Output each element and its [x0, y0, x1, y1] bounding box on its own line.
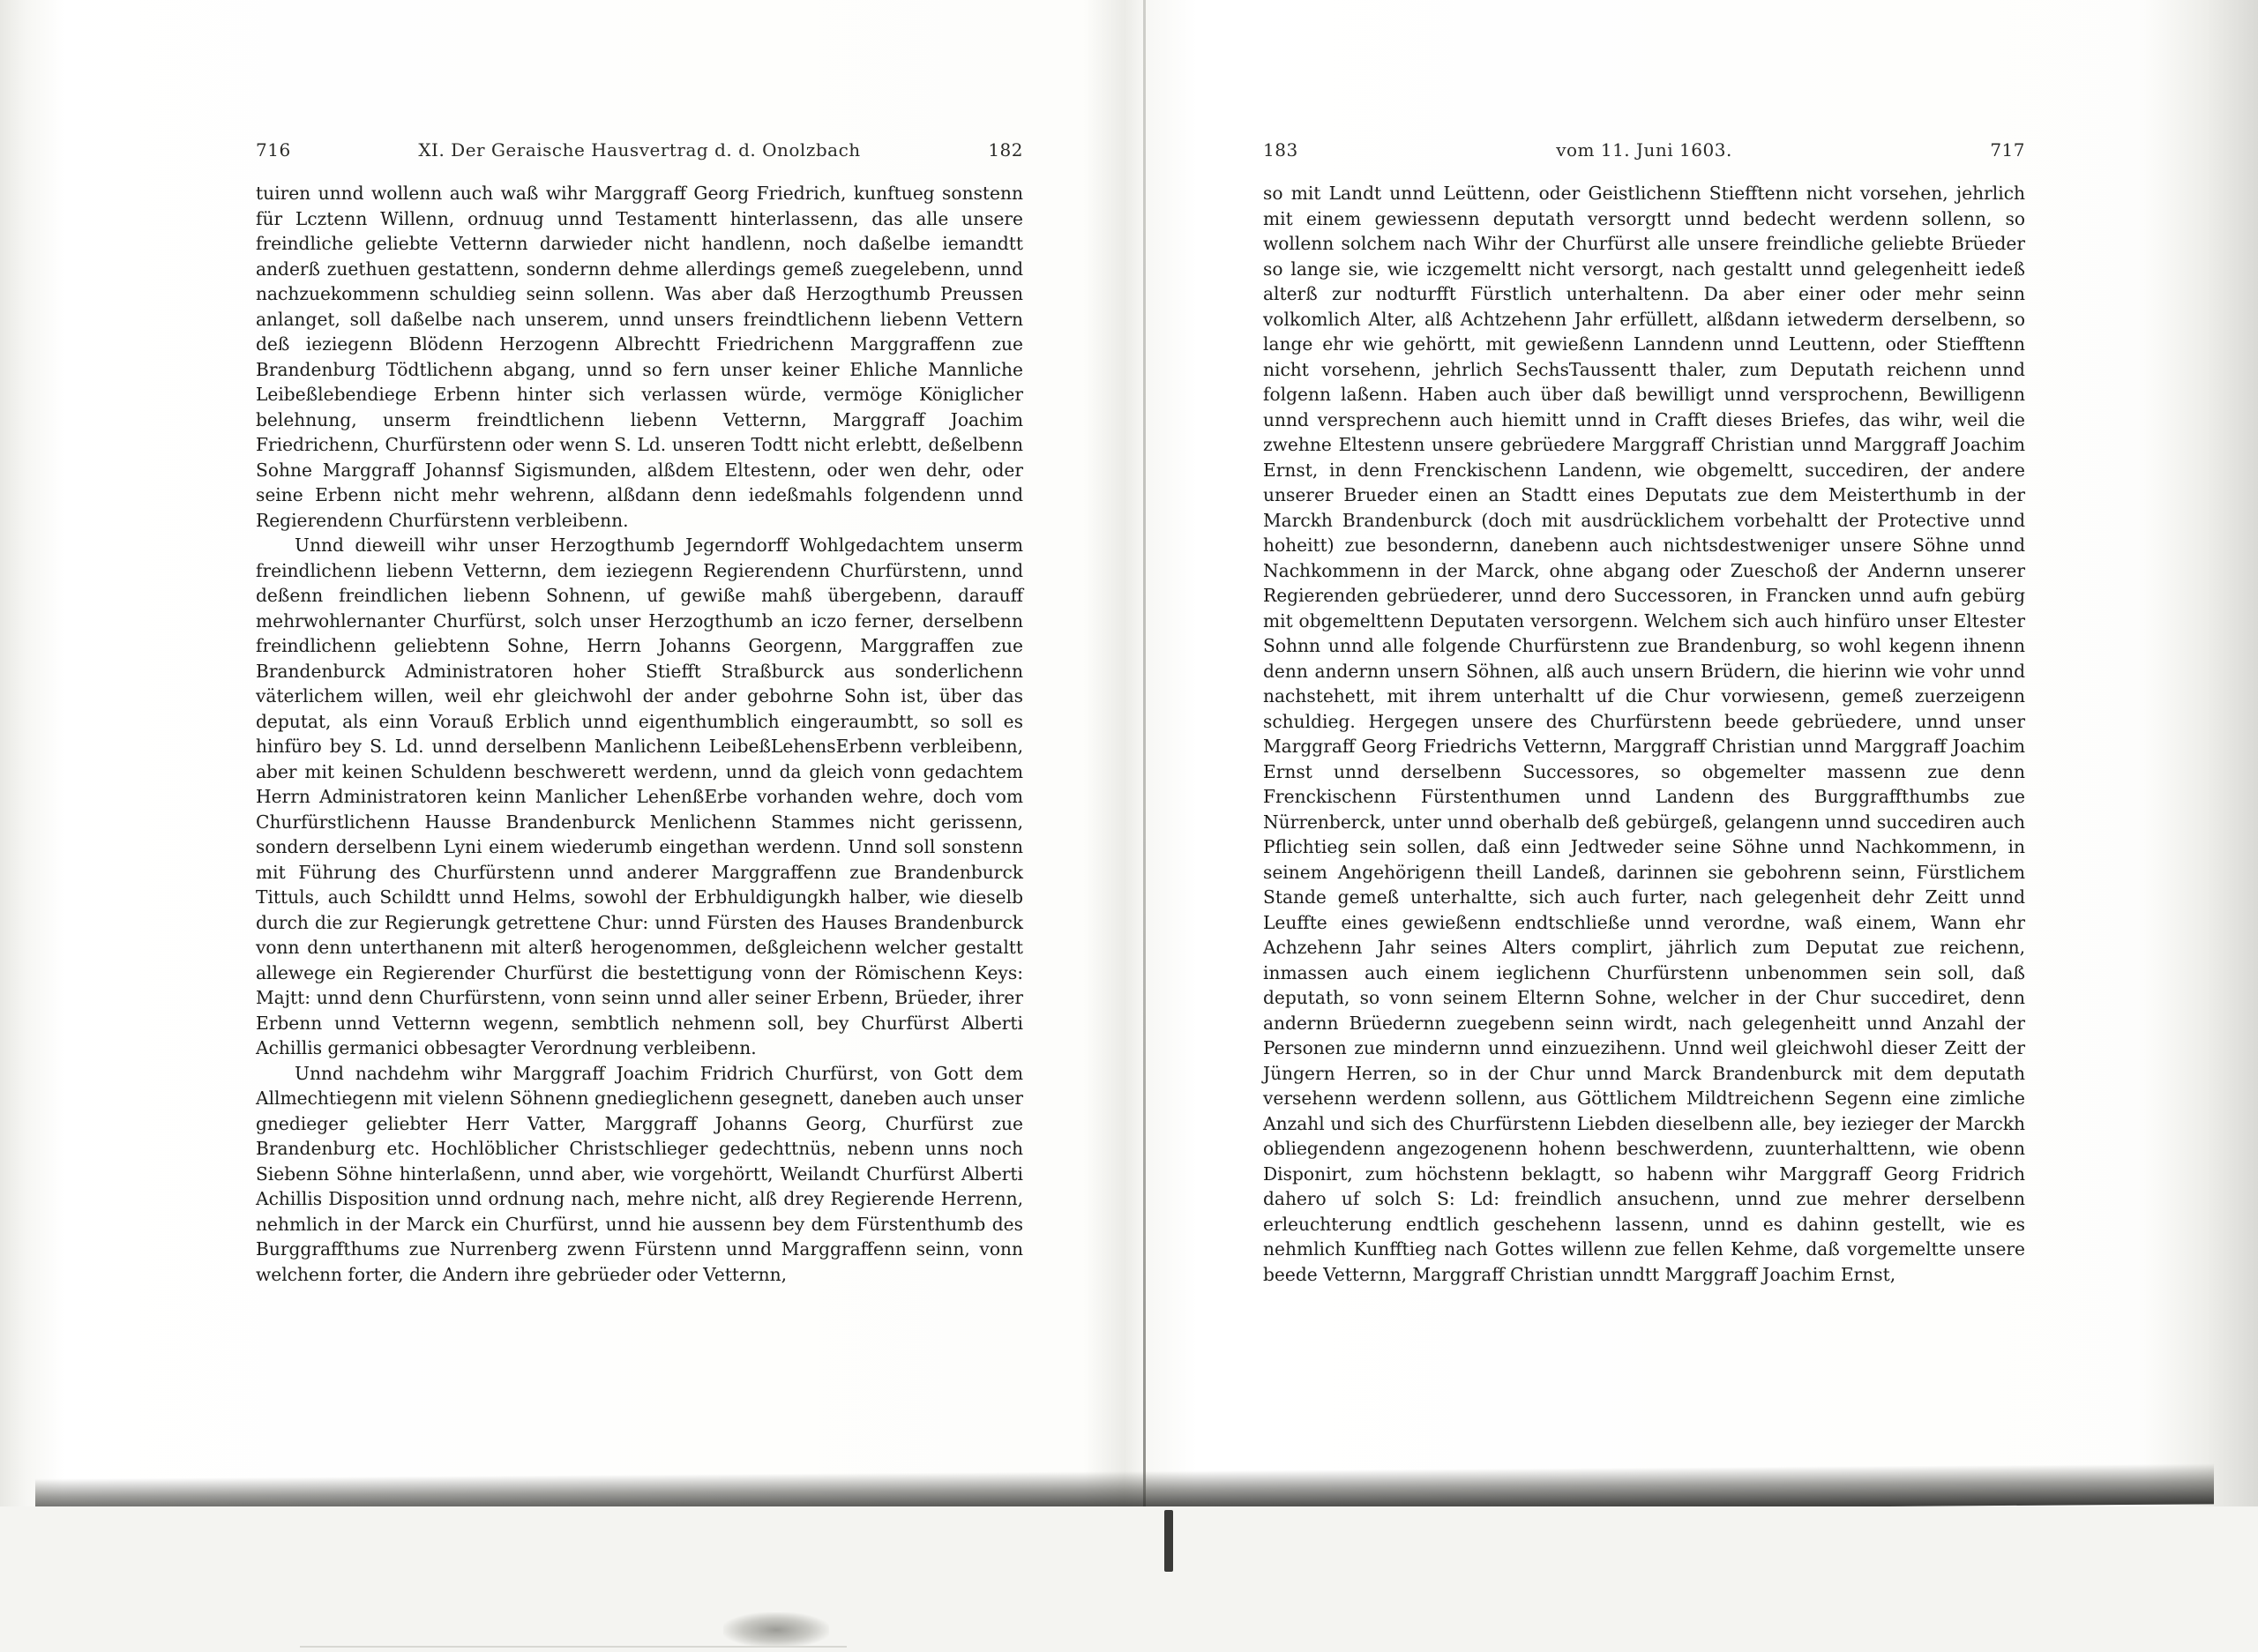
right-body-text	[1263, 181, 2025, 1287]
running-title: XI. Der Geraische Hausvertrag d. d. Onolzbach	[418, 139, 861, 161]
scanner-bed	[0, 1506, 2258, 1652]
paragraph: so mit Landt unnd Leüttenn, oder Geistlichenn Stiefftenn nicht vorsehen, jehrlich mit einem gewiessenn deputath versorgtt unnd bedecht werdenn sollenn, so wollenn solchem nach Wihr der Churfürst alle unsere freindliche geliebte Brüeder so lange sie, wie iczgemeltt nicht versorgt, nach gestaltt unnd gelegenheitt iedeß alterß zur nodturfft Fürstlich unterhaltenn. Da aber einer oder mehr seinn volkomlich Alter, alß Achtzehenn Jahr erfüllett, alßdann ietwederm derselbenn, so lange ehr wie gehörtt, mit gewießenn Lanndenn unnd Leuttenn, oder Stiefftenn nicht vorsehenn, jehrlich SechsTaussentt thaler, zum Deputath reichenn unnd folgenn laßenn. Haben auch über daß bewilligt unnd versprochenn, Bewilligenn unnd versprechenn auch hiemitt unnd in Crafft dieses Briefes, das wihr, weil die zwehne Eltestenn unsere gebrüedere Marggraff Christian unnd Marggraff Joachim Ernst, in denn Frenckischenn Landenn, wie obgemeltt, succediren, der andere unserer Brueder einen an Stadtt eines Deputats zue dem Meisterthumb in der Marckh Brandenburck (doch mit ausdrücklichem vorbehaltt der Protective unnd hoheitt) zue besondernn, danebenn auch nichtsdestweniger unsere Söhne unnd Nachkommenn in der Marck, ohne abgang oder Zueschoß der Andernn unserer Regierenden gebrüederer, unnd dero Successoren, in Francken unnd aufn gebürg mit obgemelttenn Deputaten versorgenn. Welchem sich auch hinfüro unser Eltester Sohnn unnd alle folgende Churfürstenn zue Brandenburg, so wohl kegenn ihnenn denn andernn unsern Söhnen, alß auch unsern Brüdern, die hierinn wie vohr unnd nachstehett, mit ihrem unterhaltt uf die Chur vorwiesenn, gemeß zuerzeigenn schuldieg. Hergegen unsere des Churfürstenn beede gebrüedere, unnd unser Marggraff Georg Friedrichs Vetternn, Marggraff Christian unnd Marggraff Joachim Ernst unnd derselbenn Successores, so obgemelter massenn zue denn Frenckischenn Fürstenthumen unnd Landenn des Burggraffthumbs zue Nürrenberck, unter unnd oberhalb deß gebürgeß, gelangenn unnd succediren auch Pflichtieg sein sollen, daß einn Jedtweder seine Söhne unnd Nachkommenn, in seinem Angehörigenn theill Landeß, darinnen sie gebohrenn seinn, Fürstlichem Stande gemeß unterhaltte, sich auch furter, nach gelegenheit dehr Zeitt unnd Leuffte eines gewießenn endtschließe unnd verordne, waß einem, Wann ehr Achzehenn Jahr seines Alters complirt, jährlich zum Deputat zue reichenn, inmassen auch einem ieglichenn Churfürstenn unbenommen sein soll, daß deputath, so vonn seinem Elternn Sohne, welcher in der Chur succediret, denn andernn Brüedernn zuegebenn seinn wirdt, nach gelegenheitt unnd Anzahl der Personen zue mindernn unnd einzuezihenn. Unnd weil gleichwohl dieser Zeitt der Jüngern Herren, so in der Chur unnd Marck Brandenburck mit dem deputath versehenn werdenn sollenn, aus Göttlichem Mildtreichenn Segenn eine zimliche Anzahl und sich des Churfürstenn Liebden dieselbenn alle, bey iezieger der Marckh obliegendenn angezogenenn hohenn beschwerdenn, zuunterhalttenn, wie obenn Disponirt, zum höchstenn beklagtt, so habenn wihr Marggraff Georg Fridrich dahero uf solch S: Ld: freindlich ansuchenn, unnd zue mehrer derselbenn erleuchterung endtlich geschehenn lassenn, unnd es dahinn gestellt, wie es nehmlich Kunfftieg nach Gottes willenn zue fellen Kehme, daß vorgemeltte unsere beede Vetternn, Marggraff Christian unndtt Marggraff Joachim Ernst,	[1263, 183, 2025, 1285]
left-page	[256, 0, 1023, 1499]
page-number: 716	[256, 139, 291, 161]
right-running-head	[1263, 139, 2025, 161]
running-title: vom 11. Juni 1603.	[1556, 139, 1732, 161]
scan-smudge	[723, 1612, 829, 1648]
original-page-number: 183	[1263, 139, 1298, 161]
scan-left-edge	[0, 0, 64, 1652]
scan-artifact-line	[300, 1646, 847, 1648]
paragraph: Unnd dieweill wihr unser Herzogthumb Jegerndorff Wohlgedachtem unserm freindlichenn liebenn Vetternn, dem ieziegenn Regierendenn Churfürstenn, unnd deßenn freindlichen liebenn Sohnenn, uf gewiße mahß übergebenn, darauff mehrwohlernanter Churfürst, solch unser Herzogthumb an iczo ferner, derselbenn freindlichenn geliebtenn Sohne, Herrn Johanns Georgenn, Marggraffen zue Brandenburck Administratoren hoher Stiefft Straßburck aus sonderlichenn väterlichem willen, weil ehr gleichwohl der ander gebohrne Sohn ist, über das deputat, als einn Vorauß Erblich unnd eigenthumblich eingeraumbtt, so soll es hinfüro bey S. Ld. unnd derselbenn Manlichenn LeibeßLehensErbenn verbleibenn, aber mit keinen Schuldenn beschwerett werdenn, unnd da gleich vonn gedachtem Herrn Administratoren keinn Manlicher LehenßErbe vorhanden wehre, doch vom Churfürstlichenn Hausse Brandenburck Menlichenn Stammes nicht gerissenn, sondern derselbenn Lyni einem wiederumb eingethan werdenn. Unnd soll sonstenn mit Führung des Churfürstenn unnd anderer Marggraffenn zue Brandenburck Tittuls, auch Schildtt unnd Helms, sowohl der Erbhuldigungkh halber, wie dieselb durch die zur Regierungk getrettene Chur: unnd Fürsten des Hauses Brandenburck vonn denn unterthanenn mit alterß herogenommen, deßgleichenn welcher gestaltt allewege ein Regierender Churfürst die bestettigung vonn der Römischenn Keys: Majtt: unnd denn Churfürstenn, vonn seinn unnd aller seiner Erbenn, Brüeder, ihrer Erbenn unnd Vetternn wegenn, sembtlich nehmenn soll, bey Churfürst Alberti Achillis germanici obbesagter Verordnung verbleibenn.	[256, 534, 1023, 1058]
book-gutter	[1143, 0, 1146, 1517]
left-body-text	[256, 181, 1023, 1287]
paragraph: tuiren unnd wollenn auch waß wihr Marggraff Georg Friedrich, kunftueg sonstenn für Lcztenn Willenn, ordnuug unnd Testamentt hinterlassenn, das alle unsere freindliche geliebte Vetternn darwieder nicht handlenn, noch daßelbe iemandtt anderß zuethuen gestattenn, sondernn dehme allerdings gemeß zuegelebenn, unnd nachzuekommenn schuldieg seinn sollenn. Was aber daß Herzogthumb Preussen anlanget, soll daßelbe nach unserem, unnd unsers freindtlichenn liebenn Vettern deß ieziegenn Blödenn Herzogenn Albrechtt Friedrichenn Marggraffenn zue Brandenburg Tödtlichenn abgang, unnd so fern unser keiner Ehliche Mannliche Leibeßlebendiege Erbenn hinter sich verlassen würde, vermöge Königlicher belehnung, unserm freindtlichenn liebenn Vetternn, Marggraff Joachim Friedrichenn, Churfürstenn oder wenn S. Ld. unseren Todtt nicht erlebtt, deßelbenn Sohne Marggraff Johannsf Sigismunden, alßdem Eltestenn, oder wen dehr, oder seine Erbenn nicht mehr wehrenn, alßdann denn iedeßmahls folgendenn unnd Regierendenn Churfürstenn verbleibenn.	[256, 183, 1023, 531]
scan-right-edge	[2143, 0, 2258, 1652]
left-running-head	[256, 139, 1023, 161]
paragraph: Unnd nachdehm wihr Marggraff Joachim Fridrich Churfürst, von Gott dem Allmechtiegenn mit vielenn Söhnenn gnedieglichenn gesegnett, daneben auch unser gnedieger geliebter Herr Vatter, Marggraff Johanns Georg, Churfürst zue Brandenburg etc. Hochlöblicher Christschlieger gedechttnüs, nebenn unns noch Siebenn Söhne hinterlaßenn, unnd aber, wie vorgehörtt, Weilandt Churfürst Alberti Achillis Disposition unnd ordnung nach, mehre nicht, alß drey Regierende Herrenn, nehmlich in der Marck ein Churfürst, unnd hie aussenn bey dem Fürstenthumb des Burggraffthums zue Nurrenberg zwenn Fürstenn unnd Marggraffenn seinn, vonn welchenn forter, die Andern ihre gebrüeder oder Vetternn,	[256, 1062, 1023, 1285]
spine-ribbon	[1164, 1510, 1173, 1572]
original-page-number: 182	[988, 139, 1023, 161]
page-number: 717	[1990, 139, 2025, 161]
right-page	[1263, 0, 2025, 1499]
